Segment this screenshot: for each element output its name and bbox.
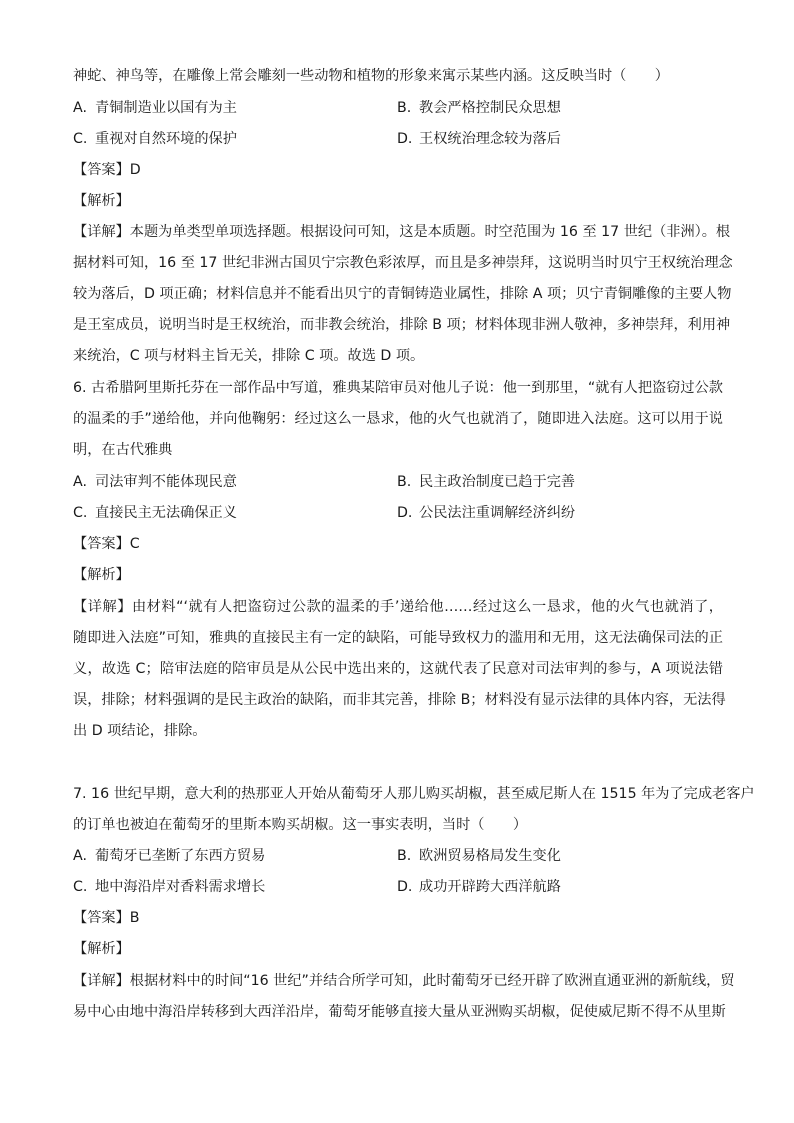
q6-stem-line: 的温柔的手”递给他，并向他鞠躬：经过这么一恳求，他的火气也就消了，随即进入法庭。这可以用于说 (73, 411, 723, 427)
option-text: 青铜制造业以国有为主 (95, 100, 237, 116)
option-text: 王权统治理念较为落后 (419, 131, 561, 147)
option-letter: A. (73, 848, 87, 864)
q6-option-a (73, 472, 237, 492)
q6-detail-line: 随即进入法庭”可知，雅典的直接民主有一定的缺陷，可能导致权力的滥用和无用，这无法确保司法的正 (73, 630, 723, 646)
q6-answer: 【答案】C (73, 536, 140, 552)
q5-answer: 【答案】D (73, 162, 141, 178)
q5-detail-line: 来统治，C 项与材料主旨无关，排除 C 项。故选 D 项。 (73, 348, 425, 364)
q7-stem-line: 的订单也被迫在葡萄牙的里斯本购买胡椒。这一事实表明，当时（ ） (73, 817, 528, 833)
q7-option-a (73, 846, 265, 866)
q6-option-c (73, 503, 237, 523)
q5-detail-line: 据材料可知，16 至 17 世纪非洲古国贝宁宗教色彩浓厚，而且是多神崇拜，这说明当时贝宁王权统治理念 (73, 255, 733, 271)
q5-option-a (73, 98, 237, 118)
option-letter: A. (73, 100, 87, 116)
option-letter: B. (397, 100, 412, 116)
option-letter: A. (73, 474, 87, 490)
option-letter: D. (397, 505, 413, 521)
q7-option-c (73, 877, 265, 897)
q5-analysis-heading: 【解析】 (73, 193, 130, 209)
q7-detail-line: 【详解】根据材料中的时间“16 世纪”并结合所学可知，此时葡萄牙已经开辟了欧洲直通亚洲的新航线，贸 (73, 973, 735, 989)
option-text: 公民法注重调解经济纠纷 (419, 505, 576, 521)
option-text: 葡萄牙已垄断了东西方贸易 (95, 848, 266, 864)
q5-option-d (397, 129, 561, 149)
option-text: 欧洲贸易格局发生变化 (419, 848, 561, 864)
option-letter: D. (397, 879, 413, 895)
q6-analysis-heading: 【解析】 (73, 567, 130, 583)
option-letter: D. (397, 131, 413, 147)
q5-detail-line: 【详解】本题为单类型单项选择题。根据设问可知，这是本质题。时空范围为 16 至 17 世纪（非洲）。根 (73, 224, 731, 240)
q6-option-b (397, 472, 575, 492)
q7-stem-line: 7. 16 世纪早期，意大利的热那亚人开始从葡萄牙人那儿购买胡椒，甚至威尼斯人在 1515 年为了完成老客户 (73, 786, 755, 802)
q5-detail-line: 是王室成员，说明当时是王权统治，而非教会统治，排除 B 项；材料体现非洲人敬神，多神崇拜，利用神 (73, 317, 731, 333)
q6-stem-line: 明，在古代雅典 (73, 442, 173, 458)
q6-stem-line: 6. 古希腊阿里斯托芬在一部作品中写道，雅典某陪审员对他儿子说：他一到那里，“就有人把盗窃过公款 (73, 380, 723, 396)
option-letter: C. (73, 505, 88, 521)
option-letter: C. (73, 879, 88, 895)
q6-detail-line: 义，故选 C；陪审法庭的陪审员是从公民中选出来的，这就代表了民意对司法审判的参与，A 项说法错 (73, 661, 723, 677)
option-text: 地中海沿岸对香料需求增长 (95, 879, 266, 895)
q7-answer: 【答案】B (73, 910, 140, 926)
option-letter: B. (397, 848, 412, 864)
q5-option-b (397, 98, 561, 118)
q7-analysis-heading: 【解析】 (73, 941, 130, 957)
option-letter: C. (73, 131, 88, 147)
q5-detail-line: 较为落后，D 项正确；材料信息并不能看出贝宁的青铜铸造业属性，排除 A 项；贝宁青铜雕像的主要人物 (73, 286, 732, 302)
option-text: 民主政治制度已趋于完善 (419, 474, 576, 490)
option-text: 直接民主无法确保正义 (95, 505, 237, 521)
option-text: 成功开辟跨大西洋航路 (419, 879, 561, 895)
q6-detail-line: 误，排除；材料强调的是民主政治的缺陷，而非其完善，排除 B；材料没有显示法律的具体内容，无法得 (73, 692, 726, 708)
q6-option-d (397, 503, 575, 523)
q7-detail-line: 易中心由地中海沿岸转移到大西洋沿岸，葡萄牙能够直接大量从亚洲购买胡椒，促使威尼斯不得不从里斯 (73, 1004, 726, 1020)
option-text: 司法审判不能体现民意 (95, 474, 237, 490)
q6-detail-line: 【详解】由材料“‘就有人把盗窃过公款的温柔的手’递给他……经过这么一恳求，他的火气也就消了， (73, 599, 723, 615)
q6-detail-line: 出 D 项结论，排除。 (73, 723, 207, 739)
q5-option-c (73, 129, 237, 149)
q5-stem: 神蛇、神鸟等，在雕像上常会雕刻一些动物和植物的形象来寓示某些内涵。这反映当时（ ） (73, 68, 669, 84)
q7-option-d (397, 877, 561, 897)
option-text: 教会严格控制民众思想 (419, 100, 561, 116)
q7-option-b (397, 846, 561, 866)
option-letter: B. (397, 474, 412, 490)
option-text: 重视对自然环境的保护 (95, 131, 237, 147)
